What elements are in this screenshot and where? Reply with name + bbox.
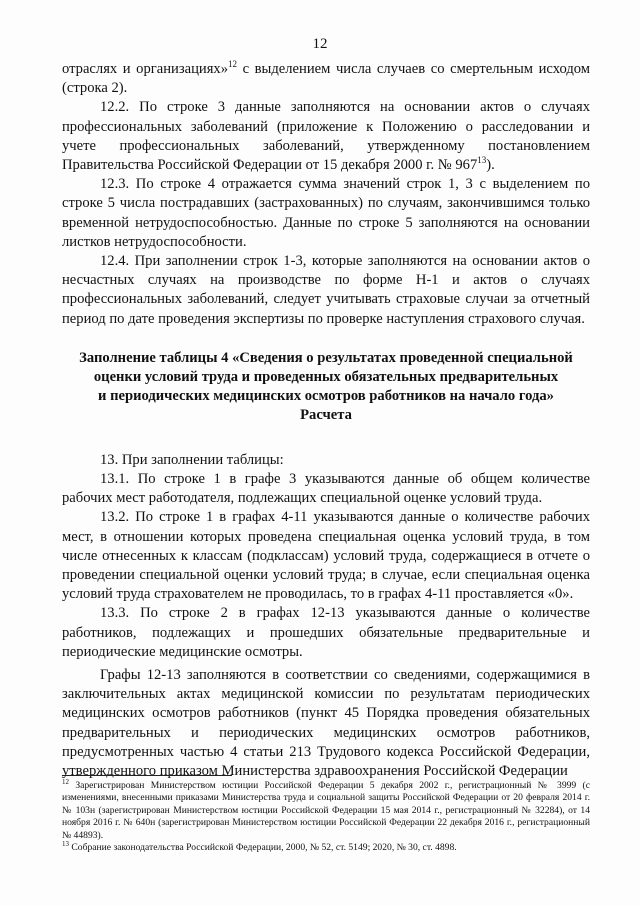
section-heading: Заполнение таблицы 4 «Сведения о результатах проведенной специальной оценки условий труда и проведенных обязательных предварительных и периодических медицинских осмотров работников на начало года» Расчета [79,349,573,423]
footnote-ref-13[interactable]: 13 [477,155,487,166]
footnotes [62,777,590,854]
paragraph-graphs-12-13: Графы 12-13 заполняются в соответствии со сведениями, содержащимися в заключительных актах медицинской комиссии по результатам периодических медицинских осмотров работников (пункт 45 Порядка проведения обязательных предварительных и периодических медицинских осмотров работников, предусмотренных частью 4 статьи 213 Трудового кодекса Российской Федерации, утвержденного приказом Министерства здравоохранения Российской Федерации [62,667,590,780]
footnote-13: $^{13}$ Собрание законодательства Российской Федерации, 2000, № 52, ст. 5149; 2020, № 30, ст. 4898. [62,839,457,854]
footnote-12: $^{12}$ Зарегистрирован Министерством юстиции Российской Федерации 5 декабря 2002 г., регистрационный № 3999 (с изменениями, внесенными приказами Министерства труда и социальной защиты Российской Федерации от 20 февраля 2014 г. № 103н (зарегистрирован Министерством юстиции Российской Федерации 15 мая 2014 г., регистрационный № 32284), от 14 ноября 2016 г. № 640н (зарегистрирован Министерством юстиции Российской Федерации 22 декабря 2016 г., регистрационный № 44893). [62,777,590,841]
paragraph-12-3: 12.3. По строке 4 отражается сумма значений строк 1, 3 с выделением по строке 5 числа пострадавших (застрахованных) по случаям, закончившимся только временной нетрудоспособностью. Данные по строке 5 заполняются на основании листков нетрудоспособности. [62,176,590,250]
document-body [62,60,590,781]
page-number: 12 [312,36,328,52]
footnote-divider [62,775,232,776]
paragraph-12-2: 12.2. По строке 3 данные заполняются на основании актов о случаях профессиональных заболеваний (приложение к Положению о расследовании и учете профессиональных заболеваний, утвержденному постановлением Правительства Российской Федерации от 15 декабря 2000 г. № $967^{13}$). [62,99,590,174]
paragraph-13-1: 13.1. По строке 1 в графе 3 указываются данные об общем количестве рабочих мест работодателя, подлежащих специальной оценке условий труда. [62,471,590,507]
paragraph-12-4: 12.4. При заполнении строк 1-3, которые заполняются на основании актов о несчастных случаях на производстве по форме Н-1 и актов о случаях профессиональных заболеваний, следует учитывать страховые случаи за отчетный период по дате проведения экспертизы по проверке наступления страхового случая. [62,253,590,327]
paragraph-12-1-tail: отраслях и организациях»$^{12}$ с выделением числа случаев со смертельным исходом (строка 2). [62,59,590,97]
paragraph-13-3: 13.3. По строке 2 в графах 12-13 указываются данные о количестве работников, подлежащих и прошедших обязательные предварительные и периодические медицинские осмотры. [62,605,590,660]
paragraph-13: 13. При заполнении таблицы: [100,451,284,468]
paragraph-13-2: 13.2. По строке 1 в графах 4-11 указываются данные о количестве рабочих мест, в отношении которых проведена специальная оценка условий труда, в том числе отнесенных к классам (подклассам) условий труда, содержащиеся в отчете о проведении специальной оценки условий труда; в случае, если специальная оценка условий труда страхователем не проводилась, то в графах 4-11 проставляется «0». [62,509,590,603]
footnote-ref-12[interactable]: 12 [228,59,238,70]
